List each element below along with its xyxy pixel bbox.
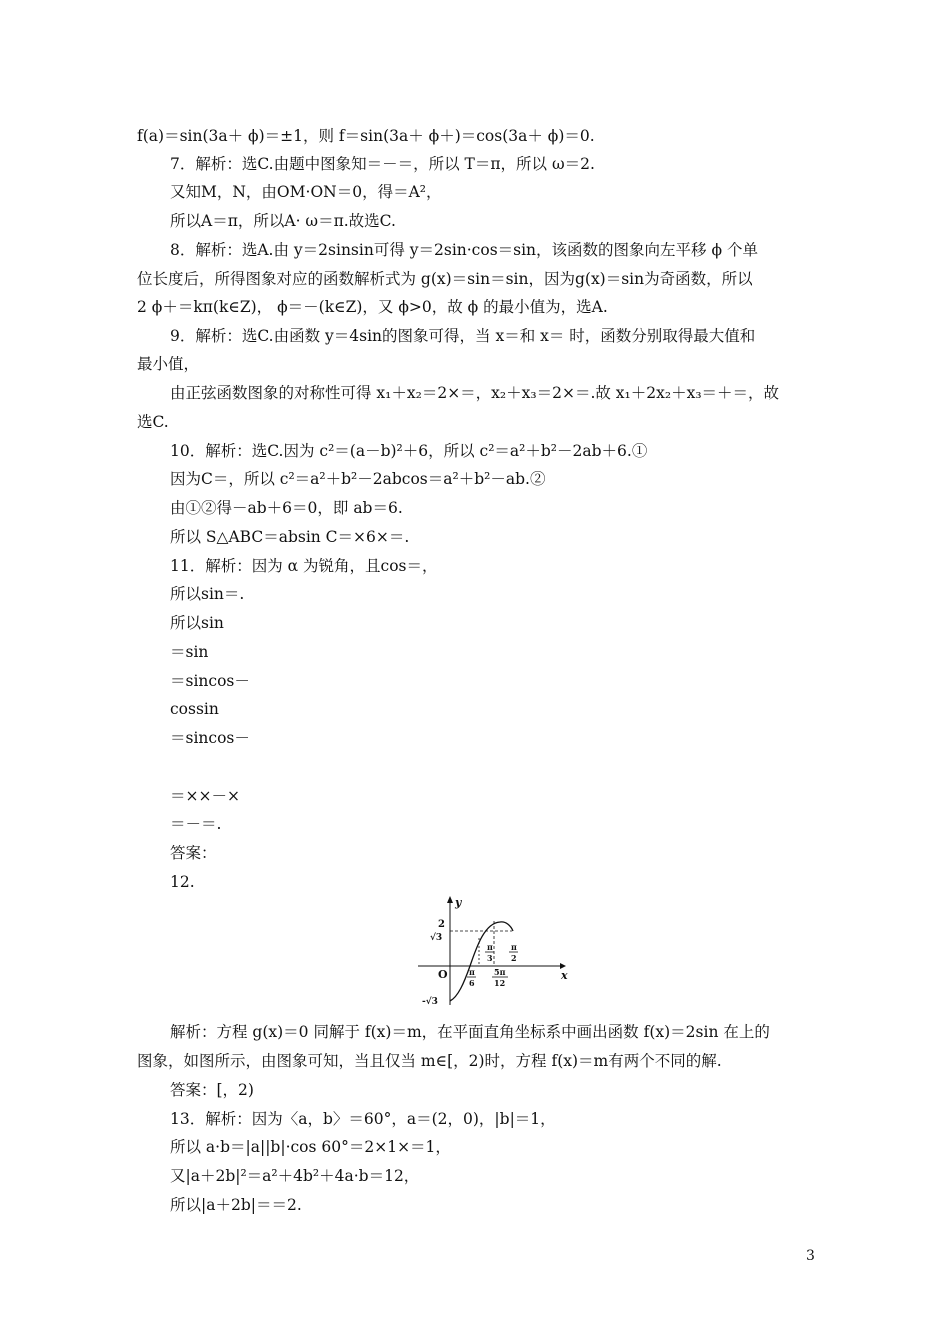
line-2: 7．解析：选C.由题中图象知＝－＝，所以 T＝π，所以 ω＝2.: [170, 155, 595, 173]
line-17: 所以sin＝.: [170, 585, 245, 603]
line-20: ＝sincos－: [170, 672, 250, 690]
sine-graph-figure: [414, 893, 574, 1009]
line-13: 因为C＝，所以 c²＝a²＋b²－2abcos＝a²＋b²－ab.②: [170, 470, 546, 488]
line-25: 答案：: [170, 844, 217, 862]
line-9: 最小值，: [137, 355, 200, 373]
line-26: 12.: [170, 873, 195, 891]
line-5: 8．解析：选A.由 y＝2sinsin可得 y＝2sin·cos＝sin，该函数的图象向左平移 ϕ 个单: [170, 241, 758, 259]
x-tick-pi3-num: π: [487, 942, 493, 952]
line-32: 又|a＋2b|²＝a²＋4b²＋4a·b＝12，: [170, 1167, 420, 1185]
line-11: 选C.: [137, 413, 169, 431]
line-6: 位长度后，所得图象对应的函数解析式为 g(x)＝sin＝sin，因为g(x)＝sin为奇函数，所以: [137, 270, 753, 288]
line-3: 又知M，N，由OM·ON＝0，得＝A²，: [170, 183, 442, 201]
y-tick-sqrt3: √3: [430, 933, 443, 943]
page-number: 3: [806, 1248, 815, 1264]
line-4: 所以A＝π，所以A· ω＝π.故选C.: [170, 212, 396, 230]
y-axis-arrow: [447, 896, 453, 903]
line-27: 解析：方程 g(x)＝0 同解于 f(x)＝m，在平面直角坐标系中画出函数 f(x)＝2sin 在上的: [170, 1023, 770, 1041]
line-12: 10．解析：选C.因为 c²＝(a－b)²＋6，所以 c²＝a²＋b²－2ab＋6.①: [170, 442, 648, 460]
x-tick-pi6-num: π: [469, 967, 475, 977]
line-14: 由①②得－ab＋6＝0，即 ab＝6.: [170, 499, 403, 517]
line-24: ＝－＝.: [170, 815, 222, 833]
line-18: 所以sin: [170, 614, 224, 632]
x-axis-label: x: [561, 969, 568, 982]
x-tick-pi2-num: π: [511, 942, 517, 952]
x-tick-5pi12-den: 12: [494, 978, 506, 988]
line-1: f(a)＝sin(3a＋ ϕ)＝±1，则 f＝sin(3a＋ ϕ＋)＝cos(3a＋ ϕ)＝0.: [137, 127, 595, 145]
origin-label: O: [438, 968, 448, 981]
x-tick-pi3-den: 3: [487, 953, 493, 963]
x-tick-pi2-den: 2: [511, 953, 517, 963]
x-tick-5pi12-num: 5π: [494, 967, 506, 977]
line-7: 2 ϕ＋＝kπ(k∈Z)， ϕ＝－(k∈Z)，又 ϕ>0，故 ϕ 的最小值为，选A.: [137, 298, 608, 316]
line-19: ＝sin: [170, 643, 209, 661]
line-10: 由正弦函数图象的对称性可得 x₁＋x₂＝2×＝，x₂＋x₃＝2×＝.故 x₁＋2x₂＋x₃＝＋＝，故: [170, 384, 780, 402]
line-28: 图象，如图所示，由图象可知，当且仅当 m∈[，2)时，方程 f(x)＝m有两个不同的解.: [137, 1052, 722, 1070]
y-tick-2: 2: [438, 919, 445, 930]
line-15: 所以 S△ABC＝absin C＝×6×＝.: [170, 528, 410, 546]
line-22: ＝sincos－: [170, 729, 250, 747]
line-33: 所以|a＋2b|＝＝2.: [170, 1196, 302, 1214]
x-tick-pi6-den: 6: [469, 978, 475, 988]
line-16: 11．解析：因为 α 为锐角，且cos＝，: [170, 557, 438, 575]
line-23: ＝××－×: [170, 787, 240, 805]
y-axis-label: y: [455, 896, 462, 909]
line-21: cossin: [170, 700, 219, 718]
sine-curve: [450, 922, 513, 1001]
line-31: 所以 a·b＝|a||b|·cos 60°＝2×1×＝1，: [170, 1138, 451, 1156]
y-tick-neg-sqrt3: -√3: [422, 997, 438, 1007]
line-8: 9．解析：选C.由函数 y＝4sin的图象可得，当 x＝和 x＝ 时，函数分别取得最大值和: [170, 327, 756, 345]
line-30: 13．解析：因为〈a，b〉＝60°，a＝(2，0)，|b|＝1，: [170, 1110, 556, 1128]
line-29: 答案：[，2): [170, 1081, 254, 1099]
